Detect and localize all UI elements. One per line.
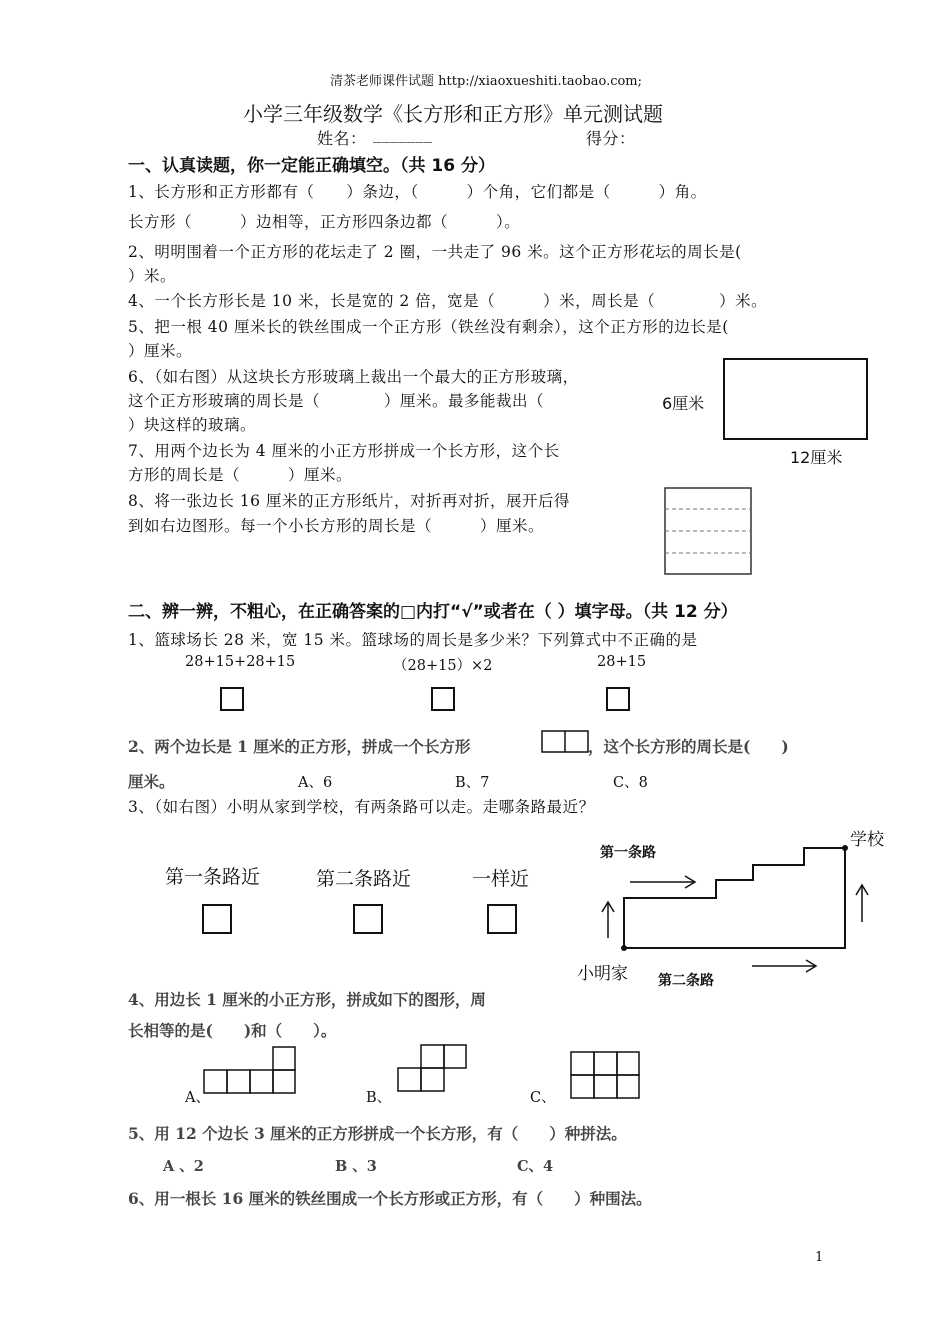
s1-q1-line2: 长方形（ ）边相等，正方形四条边都（ ）。: [128, 213, 521, 231]
map-route1-label: 第一条路: [600, 845, 656, 861]
s2-q3-checkbox-c[interactable]: [487, 904, 517, 934]
s2-q6: 6、用一根长 16 厘米的铁丝围成一个长方形或正方形，有（ ）种围法。: [128, 1189, 652, 1208]
s2-q5-opt-c: C、4: [517, 1158, 554, 1175]
s2-q1-checkbox-b[interactable]: [431, 687, 455, 711]
s1-q1-line1: 1、长方形和正方形都有（ ）条边，（ ）个角，它们都是（ ）角。: [128, 183, 707, 201]
s2-q2-opt-a: A、6: [298, 775, 333, 791]
map-school-label: 学校: [850, 830, 884, 850]
glass-rectangle-figure: [723, 358, 868, 440]
two-squares-figure: [541, 730, 591, 754]
page-title: 小学三年级数学《长方形和正方形》单元测试题: [243, 102, 663, 126]
s1-q5-line1: 5、把一根 40 厘米长的铁丝围成一个正方形（铁丝没有剩余），这个正方形的边长是(: [128, 318, 729, 336]
s1-q4: 4、一个长方形长是 10 米，长是宽的 2 倍，宽是（ ）米，周长是（ ）米。: [128, 292, 768, 310]
s2-q3-opt-a: 第一条路近: [165, 866, 261, 888]
s2-q1-opt-a: 28+15+28+15: [185, 654, 296, 670]
s1-q5-line2: ）厘米。: [128, 342, 193, 360]
s2-q1-checkbox-c[interactable]: [606, 687, 630, 711]
s2-q2-line1a: 2、两个边长是 1 厘米的正方形，拼成一个长方形: [128, 737, 471, 756]
s1-q6-line2: 这个正方形玻璃的周长是（ ）厘米。最多能裁出（: [128, 392, 545, 410]
folded-paper-figure: [664, 487, 754, 577]
glass-height-label: 6厘米: [662, 394, 705, 413]
s2-q1-opt-c: 28+15: [597, 654, 647, 670]
score-label: 得分：: [586, 129, 636, 148]
name-blank: _______: [373, 124, 433, 143]
name-label: 姓名：: [317, 129, 367, 148]
shape-c-figure: [570, 1051, 642, 1101]
s1-q6-line3: ）块这样的玻璃。: [128, 416, 257, 434]
s2-q3-opt-c: 一样近: [472, 868, 530, 890]
s2-q4-opt-b: B、: [366, 1090, 392, 1106]
shape-b-figure: [397, 1044, 469, 1094]
s1-q8-line2: 到如右边图形。每一个小长方形的周长是（ ）厘米。: [128, 517, 545, 535]
page-header: 清茶老师课件试题 http://xiaoxueshiti.taobao.com;: [330, 74, 643, 89]
s1-q7-line2: 方形的周长是（ ）厘米。: [128, 466, 353, 484]
s2-q5-opt-b: B 、3: [335, 1158, 377, 1175]
s2-q2-opt-b: B、7: [455, 775, 490, 791]
s2-q3: 3、（如右图）小明从家到学校，有两条路可以走。走哪条路最近？: [128, 798, 595, 816]
s1-q2-line2: ）米。: [128, 267, 177, 285]
page-number: 1: [815, 1250, 824, 1265]
s2-q2-line1b: ，这个长方形的周长是( ): [588, 737, 789, 756]
map-home-label: 小明家: [577, 964, 628, 984]
shape-a-figure: [203, 1046, 298, 1096]
s2-q1: 1、篮球场长 28 米，宽 15 米。篮球场的周长是多少米？下列算式中不正确的是: [128, 631, 698, 649]
s1-q7-line1: 7、用两个边长为 4 厘米的小正方形拼成一个长方形，这个长: [128, 442, 560, 460]
s2-q4-line2: 长相等的是( )和（ ）。: [128, 1021, 337, 1040]
s1-q2-line1: 2、明明围着一个正方形的花坛走了 2 圈，一共走了 96 米。这个正方形花坛的周长是(: [128, 243, 742, 261]
s2-q2-opt-c: C、8: [613, 775, 648, 791]
s1-q8-line1: 8、将一张边长 16 厘米的正方形纸片，对折再对折，展开后得: [128, 492, 570, 510]
s2-q4-opt-c: C、: [530, 1090, 556, 1106]
s2-q2-line2: 厘米。: [128, 772, 175, 791]
section1-heading: 一、认真读题，你一定能正确填空。（共 16 分）: [128, 156, 495, 176]
s2-q1-opt-b: （28+15）×2: [393, 658, 493, 674]
s2-q3-checkbox-b[interactable]: [353, 904, 383, 934]
map-route2-label: 第二条路: [658, 973, 714, 989]
s2-q4-line1: 4、用边长 1 厘米的小正方形，拼成如下的图形，周: [128, 990, 486, 1009]
s2-q1-checkbox-a[interactable]: [220, 687, 244, 711]
s2-q5-opt-a: A 、2: [163, 1158, 204, 1175]
s2-q4-opt-a: A、: [185, 1090, 210, 1106]
s2-q3-checkbox-a[interactable]: [202, 904, 232, 934]
s2-q5: 5、用 12 个边长 3 厘米的正方形拼成一个长方形，有（ ）种拼法。: [128, 1124, 627, 1143]
s1-q6-line1: 6、（如右图）从这块长方形玻璃上裁出一个最大的正方形玻璃，: [128, 368, 579, 386]
section2-heading: 二、辨一辨，不粗心，在正确答案的□内打“√”或者在（ ）填字母。（共 12 分）: [128, 602, 738, 622]
glass-width-label: 12厘米: [790, 448, 843, 467]
s2-q3-opt-b: 第二条路近: [316, 868, 412, 890]
